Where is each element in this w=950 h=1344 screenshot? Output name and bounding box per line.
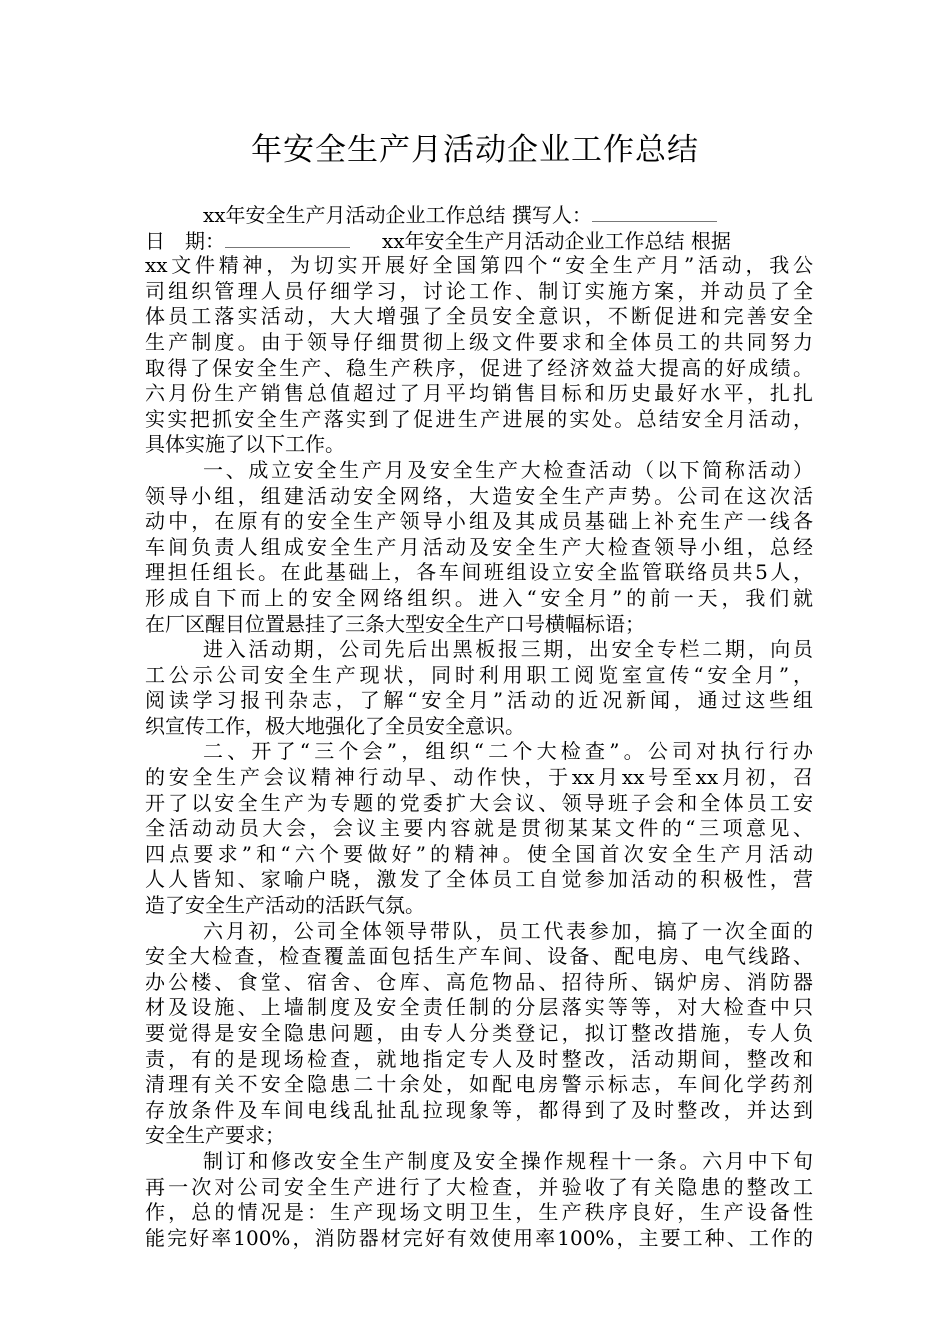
- paragraph-line: 六月初，公司全体领导带队，员工代表参加，搞了一次全面的: [203, 918, 813, 943]
- paragraph-line: 制订和修改安全生产制度及安全操作规程十一条。六月中下旬: [203, 1148, 813, 1173]
- header-prefix: xx年安全生产月活动企业工作总结 撰写人：: [203, 203, 592, 227]
- paragraph-line: 存放条件及车间电线乱扯乱拉现象等，都得到了及时整改，并达到: [145, 1097, 813, 1122]
- paragraph-line: 安全大检查，检查覆盖面包括生产车间、设备、配电房、电气线路、: [145, 944, 813, 969]
- document-body: [145, 202, 813, 1251]
- paragraph-line: 人人皆知、家喻户晓，激发了全体员工自觉参加活动的积极性，营: [145, 867, 813, 892]
- paragraph-line: 全活动动员大会，会议主要内容就是贯彻某某文件的“三项意见、: [145, 816, 813, 841]
- paragraph-line: 办公楼、食堂、宿舍、仓库、高危物品、招待所、锅炉房、消防器: [145, 969, 813, 994]
- paragraph-line: 取得了保安全生产、稳生产秩序，促进了经济效益大提高的好成绩。: [145, 355, 813, 380]
- paragraph-line: 材及设施、上墙制度及安全责任制的分层落实等等，对大检查中只: [145, 995, 813, 1020]
- date-label: 日 期：: [145, 228, 225, 253]
- paragraph-line: 六月份生产销售总值超过了月平均销售目标和历史最好水平，扎扎: [145, 381, 813, 406]
- paragraph-line: 造了安全生产活动的活跃气氛。: [145, 893, 425, 918]
- paragraph-line: 进入活动期，公司先后出黑板报三期，出安全专栏二期，向员: [203, 637, 813, 662]
- paragraph-line: 能完好率100%，消防器材完好有效使用率100%，主要工种、工作的: [145, 1225, 813, 1250]
- paragraph-line: 动中，在原有的安全生产领导小组及其成员基础上补充生产一线各: [145, 509, 813, 534]
- section-heading-line: 二、开了“三个会”，组织“二个大检查”。公司对执行行办: [203, 739, 813, 764]
- paragraph-line: 织宣传工作，极大地强化了全员安全意识。: [145, 713, 525, 738]
- paragraph-line: 体员工落实活动，大大增强了全员安全意识，不断促进和完善安全: [145, 304, 813, 329]
- date-line: [145, 228, 813, 254]
- paragraph-line: 要觉得是安全隐患问题，由专人分类登记，拟订整改措施，专人负: [145, 1021, 813, 1045]
- paragraph-line: 再一次对公司安全生产进行了大检查，并验收了有关隐患的整改工: [145, 1174, 813, 1199]
- paragraph-line: 四点要求”和“六个要做好”的精神。使全国首次安全生产月活动: [145, 841, 813, 866]
- section-heading-line: 一、成立安全生产月及安全生产大检查活动（以下简称活动）: [203, 457, 813, 482]
- paragraph-line: 开了以安全生产为专题的党委扩大会议、领导班子会和全体员工安: [145, 790, 813, 815]
- paragraph-line: 的安全生产会议精神行动早、动作快，于xx月xx号至xx月初，召: [145, 765, 813, 790]
- paragraph-line: 形成自下而上的安全网络组织。进入“安全月”的前一天，我们就: [145, 585, 813, 610]
- paragraph-line: 在厂区醒目位置悬挂了三条大型安全生产口号横幅标语；: [145, 611, 645, 636]
- paragraph-line: 生产制度。由于领导仔细贯彻上级文件要求和全体员工的共同努力: [145, 329, 813, 354]
- author-blank: [592, 202, 717, 222]
- paragraph-line: 清理有关不安全隐患二十余处，如配电房警示标志，车间化学药剂: [145, 1072, 813, 1097]
- header-line: [145, 202, 813, 228]
- paragraph-line: 具体实施了以下工作。: [145, 432, 345, 457]
- paragraph-line: 领导小组，组建活动安全网络，大造安全生产声势。公司在这次活: [145, 483, 813, 508]
- paragraph-line: 理担任组长。在此基础上，各车间班组设立安全监管联络员共5人，: [145, 560, 813, 585]
- paragraph-line: 司组织管理人员仔细学习，讨论工作、制订实施方案，并动员了全: [145, 278, 813, 303]
- paragraph-line: 作，总的情况是：生产现场文明卫生，生产秩序良好，生产设备性: [145, 1200, 813, 1225]
- date-blank: [225, 228, 350, 248]
- paragraph-line: 车间负责人组成安全生产月活动及安全生产大检查领导小组，总经: [145, 534, 813, 559]
- paragraph-line: xx文件精神，为切实开展好全国第四个“安全生产月”活动，我公: [145, 253, 813, 278]
- paragraph-line: 工公示公司安全生产现状，同时利用职工阅览室宣传“安全月”，: [145, 662, 813, 687]
- paragraph-line: 阅读学习报刊杂志，了解“安全月”活动的近况新闻，通过这些组: [145, 688, 813, 713]
- document-title: 年安全生产月活动企业工作总结: [251, 132, 699, 168]
- header-continuation: xx年安全生产月活动企业工作总结 根据: [382, 228, 731, 253]
- paragraph-line: 安全生产要求；: [145, 1123, 285, 1148]
- paragraph-line: 责，有的是现场检查，就地指定专人及时整改，活动期间，整改和: [145, 1046, 813, 1071]
- paragraph-line: 实实把抓安全生产落实到了促进生产进展的实处。总结安全月活动，: [145, 406, 813, 431]
